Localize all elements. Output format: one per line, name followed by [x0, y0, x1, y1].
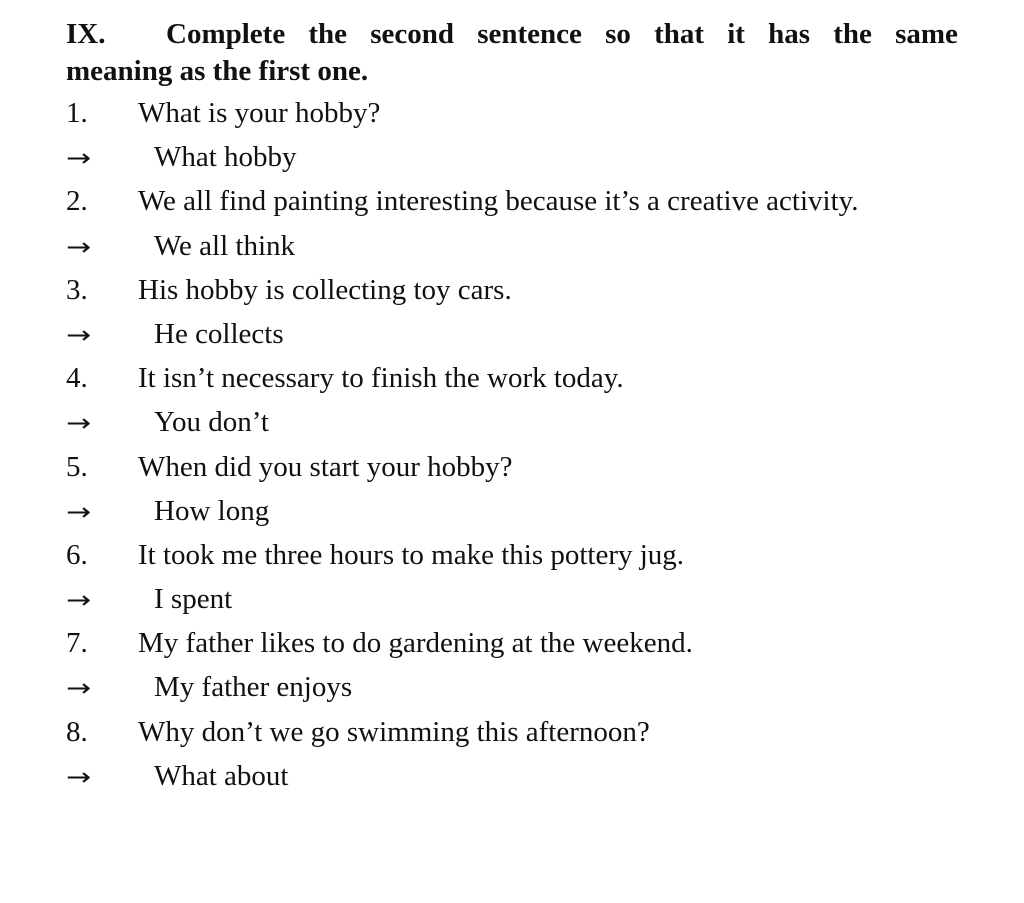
item-rewrite: [66, 319, 958, 363]
original-sentence: His hobby is collecting toy cars.: [138, 273, 512, 306]
item-number: 2.: [66, 185, 88, 218]
exercise-number: IX.: [66, 18, 106, 50]
item-rewrite: [66, 496, 958, 540]
right-arrow-icon: →: [66, 762, 92, 791]
item-sentence: [66, 275, 958, 319]
rewrite-prompt: You don’t: [154, 406, 269, 439]
instruction-word: same: [895, 18, 958, 50]
item-number: 5.: [66, 450, 88, 483]
exercise-page: [66, 16, 958, 805]
item-sentence: [66, 98, 958, 142]
item-sentence: [66, 717, 958, 761]
instruction-word: second: [370, 18, 455, 50]
item-sentence: [66, 186, 958, 230]
rewrite-prompt: My father enjoys: [154, 671, 353, 704]
item-rewrite: [66, 142, 958, 186]
right-arrow-icon: →: [66, 586, 92, 615]
rewrite-prompt: What about: [154, 759, 289, 792]
item-rewrite: [66, 407, 958, 451]
original-sentence: It isn’t necessary to finish the work today.: [138, 362, 624, 395]
instruction-word: so: [605, 18, 631, 50]
item-sentence: [66, 628, 958, 672]
right-arrow-icon: →: [66, 409, 92, 438]
instruction-word: it: [727, 18, 745, 50]
item-number: 8.: [66, 715, 88, 748]
original-sentence: When did you start your hobby?: [138, 450, 513, 483]
rewrite-prompt: I spent: [154, 583, 233, 616]
rewrite-prompt: He collects: [154, 317, 284, 350]
item-sentence: [66, 540, 958, 584]
rewrite-prompt: We all think: [154, 229, 296, 262]
item-rewrite: [66, 231, 958, 275]
instruction-word: that: [654, 18, 705, 50]
item-rewrite: [66, 761, 958, 805]
right-arrow-icon: →: [66, 232, 92, 261]
right-arrow-icon: →: [66, 320, 92, 349]
original-sentence: My father likes to do gardening at the weekend.: [138, 627, 693, 660]
original-sentence: It took me three hours to make this pottery jug.: [138, 538, 685, 571]
instruction-word: Complete: [166, 18, 286, 50]
instruction-line-2: meaning as the first one.: [66, 55, 369, 87]
exercise-heading: [66, 16, 958, 90]
instruction-word: the: [833, 18, 872, 50]
item-rewrite: [66, 672, 958, 716]
item-sentence: [66, 452, 958, 496]
rewrite-prompt: How long: [154, 494, 270, 527]
item-rewrite: [66, 584, 958, 628]
original-sentence: We all find painting interesting because it’s a creative activity.: [138, 185, 859, 218]
right-arrow-icon: →: [66, 674, 92, 703]
item-number: 3.: [66, 273, 88, 306]
instruction-word: sentence: [477, 18, 582, 50]
original-sentence: Why don’t we go swimming this afternoon?: [138, 715, 650, 748]
item-sentence: [66, 363, 958, 407]
item-number: 7.: [66, 627, 88, 660]
item-number: 4.: [66, 362, 88, 395]
instruction-word: the: [308, 18, 348, 50]
instruction-word: has: [768, 18, 811, 50]
original-sentence: What is your hobby?: [138, 97, 381, 129]
heading-line-1: [66, 16, 958, 53]
right-arrow-icon: →: [66, 144, 92, 173]
item-number: 6.: [66, 538, 88, 571]
rewrite-prompt: What hobby: [154, 141, 297, 174]
right-arrow-icon: →: [66, 497, 92, 526]
item-number: 1.: [66, 97, 88, 129]
exercise-items: [66, 98, 958, 805]
instruction-line-1: [166, 16, 958, 53]
